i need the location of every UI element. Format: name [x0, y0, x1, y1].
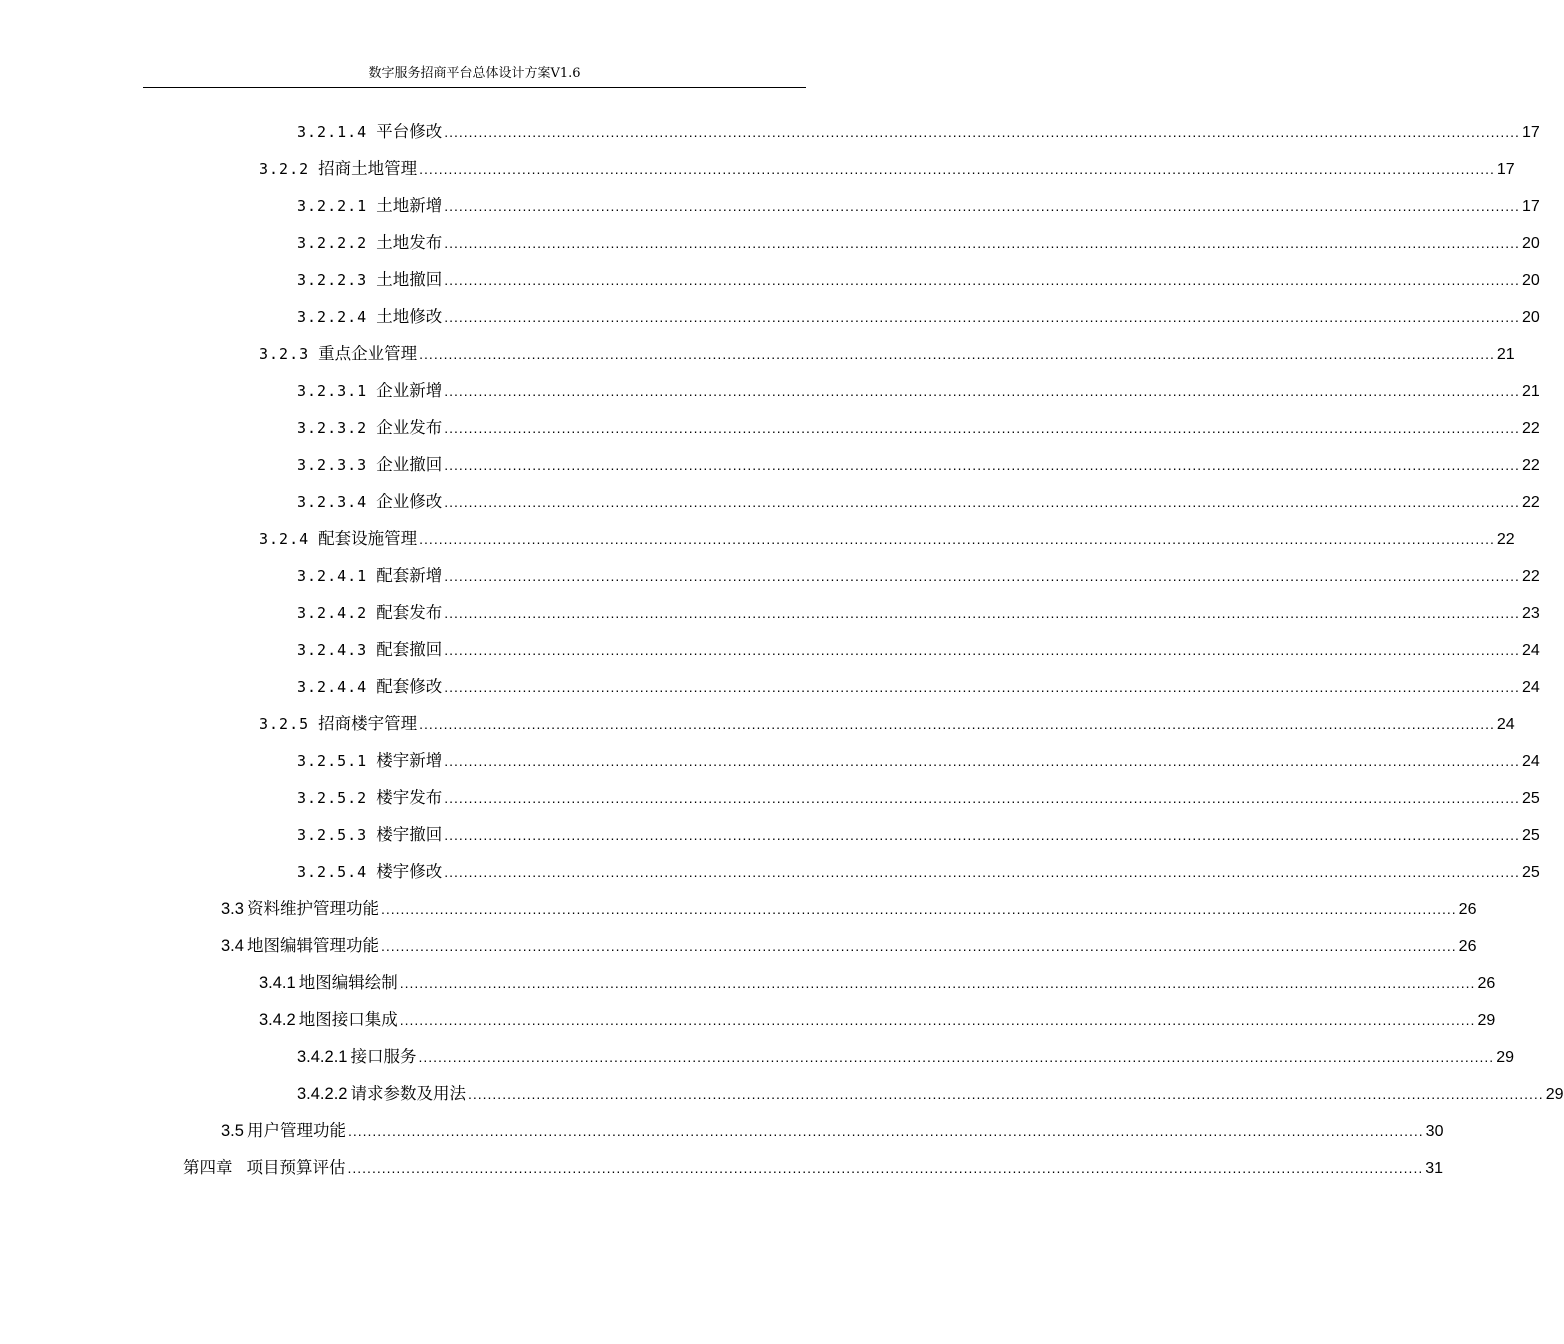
toc-entry[interactable]	[297, 821, 1540, 857]
toc-entry-number: 3.2.4.1	[297, 567, 368, 585]
toc-entry-page: 29	[1496, 1049, 1514, 1066]
toc-entry-number: 3.2.1.4	[297, 123, 368, 141]
toc-entry[interactable]	[259, 1006, 1496, 1042]
toc-entry-title: 平台修改	[376, 122, 443, 141]
toc-entry-page: 25	[1521, 790, 1540, 807]
toc-entry[interactable]	[221, 895, 1477, 931]
toc-entry-page: 24	[1521, 642, 1540, 659]
toc-entry[interactable]	[297, 1080, 1564, 1116]
toc-entry-title: 地图编辑管理功能	[246, 936, 379, 955]
toc-entry[interactable]	[297, 784, 1540, 820]
toc-entry[interactable]	[259, 340, 1515, 376]
toc-entry-page: 30	[1425, 1123, 1444, 1140]
toc-leader-dots: ............................................................................................................................................................................................................................	[444, 383, 1520, 399]
toc-entry-number: 3.4.2.1	[297, 1048, 348, 1066]
toc-entry[interactable]	[183, 1154, 1444, 1190]
toc-entry-number: 3.2.4.3	[297, 641, 368, 659]
toc-leader-dots: ............................................................................................................................................................................................................................	[399, 1012, 1476, 1028]
toc-entry-title: 配套发布	[376, 603, 443, 622]
toc-leader-dots: ............................................................................................................................................................................................................................	[418, 1049, 1495, 1065]
toc-entry[interactable]	[297, 377, 1540, 413]
toc-entry-title: 土地发布	[376, 233, 443, 252]
toc-entry-number: 3.2.2	[259, 160, 310, 178]
toc-entry-title: 地图接口集成	[298, 1010, 398, 1029]
toc-leader-dots: ............................................................................................................................................................................................................................	[419, 161, 1495, 177]
toc-entry-number: 3.2.2.1	[297, 197, 368, 215]
toc-leader-dots: ............................................................................................................................................................................................................................	[419, 531, 1495, 547]
toc-entry-number: 3.2.2.4	[297, 308, 368, 326]
toc-entry[interactable]	[297, 562, 1540, 598]
toc-leader-dots: ............................................................................................................................................................................................................................	[444, 827, 1520, 843]
toc-entry-page: 25	[1521, 864, 1540, 881]
toc-leader-dots: ............................................................................................................................................................................................................................	[380, 901, 1457, 917]
toc-entry-title: 接口服务	[350, 1047, 417, 1066]
toc-leader-dots: ............................................................................................................................................................................................................................	[444, 494, 1520, 510]
toc-entry-title: 资料维护管理功能	[246, 899, 379, 918]
toc-leader-dots: ............................................................................................................................................................................................................................	[444, 309, 1520, 325]
toc-entry[interactable]	[297, 266, 1540, 302]
toc-leader-dots: ............................................................................................................................................................................................................................	[444, 790, 1520, 806]
toc-entry-title: 配套修改	[376, 677, 443, 696]
toc-leader-dots: ............................................................................................................................................................................................................................	[444, 457, 1520, 473]
toc-entry-number: 3.4	[221, 937, 244, 955]
toc-entry-title: 土地修改	[376, 307, 443, 326]
toc-entry-page: 25	[1521, 827, 1540, 844]
page-header: 数字服务招商平台总体设计方案V1.6	[368, 66, 581, 81]
toc-entry-number: 3.2.2.2	[297, 234, 368, 252]
toc-entry-page: 22	[1496, 531, 1515, 548]
toc-entry-page: 21	[1521, 383, 1540, 400]
toc-entry-page: 21	[1496, 346, 1515, 363]
toc-entry-title: 配套新增	[376, 566, 443, 585]
toc-entry-number: 3.4.1	[259, 974, 296, 992]
toc-entry-number: 3.2.5.3	[297, 826, 368, 844]
toc-leader-dots: ............................................................................................................................................................................................................................	[347, 1160, 1424, 1176]
toc-entry-page: 20	[1521, 235, 1540, 252]
toc-entry-number: 3.2.5	[259, 715, 310, 733]
toc-entry-title: 招商楼宇管理	[318, 714, 418, 733]
toc-entry-page: 22	[1521, 494, 1540, 511]
toc-leader-dots: ............................................................................................................................................................................................................................	[380, 938, 1457, 954]
toc-entry[interactable]	[297, 414, 1540, 450]
toc-entry-page: 20	[1521, 272, 1540, 289]
toc-entry-title: 配套撤回	[376, 640, 443, 659]
toc-leader-dots: ............................................................................................................................................................................................................................	[444, 568, 1520, 584]
toc-entry[interactable]	[297, 1043, 1514, 1079]
toc-leader-dots: ............................................................................................................................................................................................................................	[444, 753, 1520, 769]
toc-entry-title: 企业发布	[376, 418, 443, 437]
toc-entry-title: 请求参数及用法	[350, 1084, 466, 1103]
toc-leader-dots: ............................................................................................................................................................................................................................	[444, 679, 1520, 695]
toc-entry-page: 24	[1521, 753, 1540, 770]
toc-entry-title: 配套设施管理	[318, 529, 418, 548]
toc-entry[interactable]	[297, 636, 1540, 672]
toc-entry-page: 24	[1521, 679, 1540, 696]
toc-entry[interactable]	[297, 118, 1540, 154]
toc-entry[interactable]	[221, 1117, 1444, 1153]
toc-leader-dots: ............................................................................................................................................................................................................................	[444, 272, 1520, 288]
toc-leader-dots: ............................................................................................................................................................................................................................	[419, 346, 1495, 362]
toc-entry-title: 企业撤回	[376, 455, 443, 474]
toc-entry-number: 3.3	[221, 900, 244, 918]
toc-entry-page: 20	[1521, 309, 1540, 326]
toc-leader-dots: ............................................................................................................................................................................................................................	[444, 235, 1520, 251]
toc-entry[interactable]	[259, 525, 1515, 561]
header-rule	[143, 87, 806, 88]
toc-entry-page: 22	[1521, 457, 1540, 474]
toc-entry-page: 26	[1477, 975, 1496, 992]
toc-entry-number: 3.2.3.1	[297, 382, 368, 400]
toc-entry-number: 3.2.3	[259, 345, 310, 363]
toc-entry-title: 楼宇发布	[376, 788, 443, 807]
toc-entry-title: 土地撤回	[376, 270, 443, 289]
toc-entry-number: 3.2.5.1	[297, 752, 368, 770]
toc-entry-title: 招商土地管理	[318, 159, 418, 178]
toc-entry[interactable]	[297, 488, 1540, 524]
toc-entry-page: 24	[1496, 716, 1515, 733]
toc-entry-page: 17	[1521, 198, 1540, 215]
toc-entry-page: 31	[1425, 1160, 1444, 1177]
toc-leader-dots: ............................................................................................................................................................................................................................	[444, 420, 1520, 436]
toc-leader-dots: ............................................................................................................................................................................................................................	[444, 605, 1520, 621]
toc-entry-number: 3.2.4	[259, 530, 310, 548]
toc-entry-page: 26	[1458, 938, 1477, 955]
toc-entry-number: 3.4.2	[259, 1011, 296, 1029]
toc-entry-title: 楼宇新增	[376, 751, 443, 770]
toc-entry-number: 3.2.3.4	[297, 493, 368, 511]
toc-entry-page: 22	[1521, 568, 1540, 585]
toc-entry-number: 3.5	[221, 1122, 244, 1140]
toc-entry-title: 楼宇撤回	[376, 825, 443, 844]
toc-entry-number: 3.2.5.2	[297, 789, 368, 807]
toc-entry-title: 企业新增	[376, 381, 443, 400]
toc-entry-title: 土地新增	[376, 196, 443, 215]
toc-entry-page: 22	[1521, 420, 1540, 437]
toc-entry-number: 第四章	[183, 1158, 233, 1177]
toc-entry-number: 3.2.3.2	[297, 419, 368, 437]
toc-entry-page: 17	[1521, 124, 1540, 141]
toc-entry[interactable]	[297, 858, 1540, 894]
toc-leader-dots: ............................................................................................................................................................................................................................	[444, 198, 1520, 214]
toc-leader-dots: ............................................................................................................................................................................................................................	[444, 124, 1520, 140]
toc-entry-title: 用户管理功能	[246, 1121, 346, 1140]
toc-leader-dots: ............................................................................................................................................................................................................................	[419, 716, 1495, 732]
toc-entry-title: 项目预算评估	[246, 1158, 346, 1177]
toc-entry-number: 3.2.4.4	[297, 678, 368, 696]
toc-entry[interactable]	[259, 155, 1515, 191]
toc-leader-dots: ............................................................................................................................................................................................................................	[467, 1086, 1544, 1102]
toc-entry-number: 3.2.3.3	[297, 456, 368, 474]
toc-entry-number: 3.4.2.2	[297, 1085, 348, 1103]
toc-entry[interactable]	[297, 599, 1540, 635]
toc-entry[interactable]	[259, 710, 1515, 746]
toc-entry-title: 重点企业管理	[318, 344, 418, 363]
toc-entry-page: 29	[1545, 1086, 1564, 1103]
toc-entry[interactable]	[297, 747, 1540, 783]
toc-entry-number: 3.2.5.4	[297, 863, 368, 881]
toc-leader-dots: ............................................................................................................................................................................................................................	[444, 864, 1520, 880]
toc-entry-page: 17	[1496, 161, 1515, 178]
toc-entry-title: 企业修改	[376, 492, 443, 511]
toc-entry[interactable]	[297, 673, 1540, 709]
toc-leader-dots: ............................................................................................................................................................................................................................	[347, 1123, 1424, 1139]
toc-leader-dots: ............................................................................................................................................................................................................................	[399, 975, 1476, 991]
toc-entry-number: 3.2.2.3	[297, 271, 368, 289]
toc-entry-page: 29	[1477, 1012, 1496, 1029]
toc-entry[interactable]	[221, 932, 1477, 968]
toc-entry-title: 地图编辑绘制	[298, 973, 398, 992]
toc-entry[interactable]	[297, 451, 1540, 487]
toc-entry[interactable]	[297, 229, 1540, 265]
toc-entry-title: 楼宇修改	[376, 862, 443, 881]
toc-entry[interactable]	[259, 969, 1496, 1005]
toc-entry[interactable]	[297, 192, 1540, 228]
toc-entry-page: 26	[1458, 901, 1477, 918]
toc-entry-page: 23	[1521, 605, 1540, 622]
toc-entry[interactable]	[297, 303, 1540, 339]
toc-entry-number: 3.2.4.2	[297, 604, 368, 622]
toc-leader-dots: ............................................................................................................................................................................................................................	[444, 642, 1520, 658]
